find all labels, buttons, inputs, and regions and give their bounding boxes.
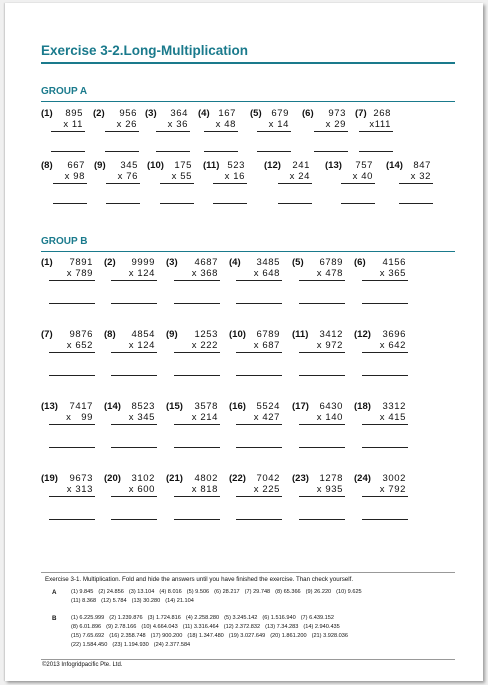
answer-rule (106, 203, 140, 204)
answer-item: (12) 2.372.832 (223, 624, 261, 630)
answer-rule (49, 303, 95, 304)
problem-number: (11) (292, 329, 309, 340)
problem-number: (14) (104, 401, 121, 412)
multiplicand: 3002 (382, 473, 406, 484)
problem-number: (8) (104, 329, 116, 340)
multiplier: x 652 (66, 340, 93, 351)
product-rule (278, 183, 312, 184)
answer-item: (1) 9.845 (71, 589, 94, 595)
product-rule (299, 496, 345, 497)
answer-item: (20) 1.861.200 (270, 633, 307, 639)
problem (104, 473, 155, 533)
multiplicand: 973 (328, 108, 346, 119)
problem (229, 473, 280, 533)
problem (104, 329, 155, 389)
answers-b-label: B (52, 615, 57, 622)
answer-rule (299, 519, 345, 520)
problem (386, 160, 431, 220)
answer-item: (10) 9.625 (336, 589, 362, 595)
problem (354, 401, 406, 461)
answer-item: (17) 900.200 (150, 633, 183, 639)
multiplier: x 11 (63, 119, 83, 130)
problem (104, 401, 155, 461)
multiplier: x 14 (268, 119, 289, 130)
multiplier: x 972 (316, 340, 343, 351)
product-rule (111, 496, 157, 497)
answer-rule (236, 375, 282, 376)
multiplier: x 365 (379, 268, 406, 279)
problem-number: (13) (41, 401, 58, 412)
problem-number: (1) (41, 257, 53, 268)
multiplicand: 7417 (69, 401, 93, 412)
problem-number: (20) (104, 473, 121, 484)
problem-number: (8) (41, 160, 53, 171)
multiplicand: 757 (355, 160, 373, 171)
product-rule (299, 352, 345, 353)
answer-item: (8) 65.366 (275, 589, 301, 595)
answer-item: (2) 24.856 (98, 589, 124, 595)
problem (147, 160, 192, 220)
product-rule (341, 183, 375, 184)
answer-rule (174, 375, 220, 376)
answer-item: (14) 21.104 (165, 598, 194, 604)
problem-number: (17) (292, 401, 309, 412)
multiplicand: 3578 (194, 401, 218, 412)
problem-number: (9) (94, 160, 106, 171)
problem-number: (6) (354, 257, 366, 268)
product-rule (299, 424, 345, 425)
answer-item: (11) 8.368 (71, 598, 97, 604)
problem (229, 401, 280, 461)
multiplier: x 29 (325, 119, 346, 130)
problem-number: (21) (166, 473, 183, 484)
multiplicand: 7891 (69, 257, 93, 268)
multiplier: x 225 (253, 484, 280, 495)
multiplier: x 55 (171, 171, 192, 182)
multiplier: x 818 (191, 484, 218, 495)
problem (166, 473, 218, 533)
multiplicand: 5524 (256, 401, 280, 412)
multiplier: x 40 (352, 171, 373, 182)
answer-rule (174, 447, 220, 448)
answer-row (71, 623, 345, 632)
problem (229, 329, 280, 389)
multiplicand: 1278 (319, 473, 343, 484)
product-rule (49, 352, 95, 353)
answer-item: (3) 1.724.816 (147, 615, 181, 621)
problem-number: (19) (41, 473, 58, 484)
problem-number: (10) (229, 329, 246, 340)
answer-item: (10) 4.664.043 (141, 624, 178, 630)
worksheet-page (5, 3, 483, 681)
product-rule (111, 424, 157, 425)
multiplier: x 140 (316, 412, 343, 423)
answer-item: (12) 5.784 (101, 598, 127, 604)
problem (229, 257, 280, 317)
problem-number: (5) (250, 108, 262, 119)
problem-number: (9) (166, 329, 178, 340)
multiplier: x 478 (316, 268, 343, 279)
answer-rule (236, 519, 282, 520)
product-rule (362, 424, 408, 425)
answer-rule (51, 151, 85, 152)
product-rule (236, 352, 282, 353)
problem (93, 108, 137, 168)
answer-rule (111, 303, 157, 304)
problem (145, 108, 188, 168)
problem (166, 257, 218, 317)
answer-item: (8) 6.01.896 (71, 624, 102, 630)
answer-rule (213, 203, 247, 204)
answer-item: (7) 29.748 (244, 589, 271, 595)
multiplicand: 4854 (131, 329, 155, 340)
answer-item: (22) 1.584.450 (71, 642, 108, 648)
problem (250, 108, 289, 168)
multiplier: x 415 (379, 412, 406, 423)
problem (292, 329, 343, 389)
multiplier: x 345 (128, 412, 155, 423)
multiplicand: 956 (119, 108, 137, 119)
multiplicand: 167 (218, 108, 236, 119)
multiplicand: 364 (170, 108, 188, 119)
multiplier: x 16 (224, 171, 245, 182)
multiplier: x 642 (379, 340, 406, 351)
multiplicand: 175 (174, 160, 192, 171)
multiplier: x 935 (316, 484, 343, 495)
multiplicand: 3312 (382, 401, 406, 412)
multiplier: x 789 (66, 268, 93, 279)
multiplicand: 3102 (131, 473, 155, 484)
problem-number: (4) (198, 108, 210, 119)
answers-intro: Exercise 3-1. Multiplication. Fold and hide the answers until you have finished the exercise. Than check yourself. (45, 576, 354, 583)
answer-rule (299, 375, 345, 376)
problem-number: (7) (355, 108, 367, 119)
product-rule (51, 131, 85, 132)
answer-item: (6) 1.516.940 (262, 615, 296, 621)
problem-number: (6) (302, 108, 314, 119)
multiplicand: 1253 (194, 329, 218, 340)
title-divider (41, 62, 455, 64)
multiplicand: 3485 (256, 257, 280, 268)
product-rule (160, 183, 194, 184)
problem-number: (22) (229, 473, 246, 484)
problem (355, 108, 391, 168)
answer-rule (362, 375, 408, 376)
answer-rule (399, 203, 433, 204)
multiplier: x 214 (191, 412, 218, 423)
multiplier: x 76 (117, 171, 138, 182)
problem (41, 257, 93, 317)
problem (264, 160, 310, 220)
answer-item: (9) 26.220 (305, 589, 332, 595)
product-rule (53, 183, 87, 184)
product-rule (174, 352, 220, 353)
multiplicand: 895 (65, 108, 83, 119)
answer-rule (105, 151, 139, 152)
answer-rule (174, 519, 220, 520)
answer-item: (19) 3.027.649 (228, 633, 266, 639)
product-rule (362, 496, 408, 497)
problem (198, 108, 236, 168)
answer-rule (341, 203, 375, 204)
multiplicand: 345 (120, 160, 138, 171)
multiplier: x 24 (289, 171, 310, 182)
problem (354, 473, 406, 533)
answer-rule (160, 203, 194, 204)
problem-number: (2) (104, 257, 116, 268)
problem-number: (13) (325, 160, 342, 171)
answer-item: (11) 3.316.464 (182, 624, 219, 630)
product-rule (299, 280, 345, 281)
answer-item: (5) 3.245.142 (224, 615, 258, 621)
product-rule (359, 131, 393, 132)
problem (104, 257, 155, 317)
multiplier: x 32 (410, 171, 431, 182)
problem (41, 160, 85, 220)
group-b-divider (41, 251, 455, 252)
multiplier: x 313 (66, 484, 93, 495)
multiplier: x 222 (191, 340, 218, 351)
answer-item: (9) 2.78.166 (106, 624, 137, 630)
product-rule (49, 496, 95, 497)
product-rule (156, 131, 190, 132)
problem (41, 108, 83, 168)
multiplier: x 368 (191, 268, 218, 279)
multiplicand: 6430 (319, 401, 343, 412)
answer-rule (49, 519, 95, 520)
footer-divider (41, 659, 455, 660)
problem (325, 160, 373, 220)
problem-number: (7) (41, 329, 53, 340)
problem-number: (24) (354, 473, 371, 484)
multiplicand: 9999 (131, 257, 155, 268)
answer-row (71, 588, 367, 597)
problem-number: (23) (292, 473, 309, 484)
answer-rule (314, 151, 348, 152)
multiplicand: 3412 (319, 329, 343, 340)
answers-a-label: A (52, 589, 57, 596)
page-title: Exercise 3-2.Long-Multiplication (41, 43, 249, 58)
problem (41, 473, 93, 533)
multiplier: x 687 (253, 340, 280, 351)
answer-item: (3) 13.104 (128, 589, 155, 595)
answer-rule (362, 447, 408, 448)
multiplicand: 4802 (194, 473, 218, 484)
answer-row (71, 632, 353, 641)
group-b-heading: GROUP B (41, 236, 88, 247)
multiplicand: 9876 (69, 329, 93, 340)
answer-rule (299, 447, 345, 448)
answer-item: (21) 3.928.036 (311, 633, 348, 639)
multiplicand: 9673 (69, 473, 93, 484)
problem-number: (14) (386, 160, 403, 171)
answer-item: (14) 2.940.435 (303, 624, 340, 630)
product-rule (111, 280, 157, 281)
multiplicand: 6789 (256, 329, 280, 340)
product-rule (49, 424, 95, 425)
product-rule (106, 183, 140, 184)
answer-rule (111, 375, 157, 376)
problem (292, 401, 343, 461)
answer-rule (236, 447, 282, 448)
problem (292, 473, 343, 533)
multiplier: x 98 (64, 171, 85, 182)
answer-item: (24) 2.377.584 (153, 642, 191, 648)
problem-number: (15) (166, 401, 183, 412)
multiplicand: 268 (373, 108, 391, 119)
answer-rule (204, 151, 238, 152)
product-rule (111, 352, 157, 353)
problem (41, 401, 93, 461)
problem-number: (11) (203, 160, 220, 171)
answer-rule (236, 303, 282, 304)
product-rule (236, 424, 282, 425)
problem-number: (18) (354, 401, 371, 412)
answer-rule (49, 375, 95, 376)
product-rule (174, 496, 220, 497)
answer-rule (257, 151, 291, 152)
multiplicand: 6789 (319, 257, 343, 268)
problem (292, 257, 343, 317)
multiplier: x 36 (167, 119, 188, 130)
answer-item: (1) 6.225.999 (71, 615, 105, 621)
group-a-heading: GROUP A (41, 86, 88, 97)
answer-rule (299, 303, 345, 304)
answer-item: (23) 1.194.930 (112, 642, 149, 648)
multiplicand: 4687 (194, 257, 218, 268)
answer-item: (5) 9.506 (186, 589, 210, 595)
answer-item: (13) 7.34.283 (265, 624, 299, 630)
answer-item: (18) 1.347.480 (187, 633, 224, 639)
product-rule (257, 131, 291, 132)
problem (41, 329, 93, 389)
answer-rule (362, 519, 408, 520)
answer-item: (2) 1.239.876 (109, 615, 143, 621)
answer-rule (156, 151, 190, 152)
problem (354, 257, 406, 317)
multiplicand: 679 (271, 108, 289, 119)
multiplicand: 241 (292, 160, 310, 171)
problem-number: (16) (229, 401, 246, 412)
answer-rule (49, 447, 95, 448)
product-rule (362, 352, 408, 353)
answer-row (71, 614, 339, 623)
multiplier: x 124 (128, 340, 155, 351)
problem-number: (2) (93, 108, 105, 119)
multiplicand: 667 (67, 160, 85, 171)
product-rule (174, 424, 220, 425)
multiplicand: 7042 (256, 473, 280, 484)
multiplier: x 600 (128, 484, 155, 495)
problem (354, 329, 406, 389)
product-rule (362, 280, 408, 281)
answer-item: (7) 6.439.152 (300, 615, 334, 621)
answer-row (71, 641, 195, 650)
answer-rule (111, 519, 157, 520)
answer-rule (111, 447, 157, 448)
problem (302, 108, 346, 168)
multiplier: x 48 (215, 119, 236, 130)
product-rule (174, 280, 220, 281)
multiplier: x 99 (66, 412, 93, 423)
problem-number: (10) (147, 160, 164, 171)
answer-item: (13) 30.280 (131, 598, 161, 604)
problem (166, 329, 218, 389)
answer-item: (16) 2.358.748 (109, 633, 146, 639)
product-rule (204, 131, 238, 132)
problem (94, 160, 138, 220)
problem-number: (5) (292, 257, 304, 268)
problem-number: (3) (166, 257, 178, 268)
multiplier: x111 (369, 119, 391, 130)
answer-rule (359, 151, 393, 152)
product-rule (105, 131, 139, 132)
problem (203, 160, 245, 220)
multiplier: x 648 (253, 268, 280, 279)
answer-item: (15) 7.65.692 (71, 633, 105, 639)
answers-divider (41, 572, 455, 573)
product-rule (399, 183, 433, 184)
multiplicand: 847 (413, 160, 431, 171)
multiplicand: 4156 (382, 257, 406, 268)
multiplicand: 523 (227, 160, 245, 171)
problem-number: (1) (41, 108, 53, 119)
multiplier: x 124 (128, 268, 155, 279)
product-rule (314, 131, 348, 132)
group-a-divider (41, 101, 455, 102)
product-rule (236, 280, 282, 281)
answer-rule (174, 303, 220, 304)
problem (166, 401, 218, 461)
product-rule (236, 496, 282, 497)
answer-rule (278, 203, 312, 204)
answer-rule (362, 303, 408, 304)
copyright-footer: ©2013 Infogridpacific Pte. Ltd. (42, 662, 123, 668)
answer-item: (6) 28.217 (214, 589, 240, 595)
answer-rule (53, 203, 87, 204)
answer-item: (4) 2.258.280 (185, 615, 220, 621)
problem-number: (4) (229, 257, 241, 268)
answer-row (71, 597, 199, 606)
multiplier: x 427 (253, 412, 280, 423)
answer-item: (4) 8.016 (159, 589, 182, 595)
problem-number: (12) (354, 329, 371, 340)
multiplicand: 8523 (131, 401, 155, 412)
product-rule (213, 183, 247, 184)
problem-number: (3) (145, 108, 157, 119)
multiplier: x 792 (379, 484, 406, 495)
multiplicand: 3696 (382, 329, 406, 340)
product-rule (49, 280, 95, 281)
problem-number: (12) (264, 160, 281, 171)
multiplier: x 26 (116, 119, 137, 130)
